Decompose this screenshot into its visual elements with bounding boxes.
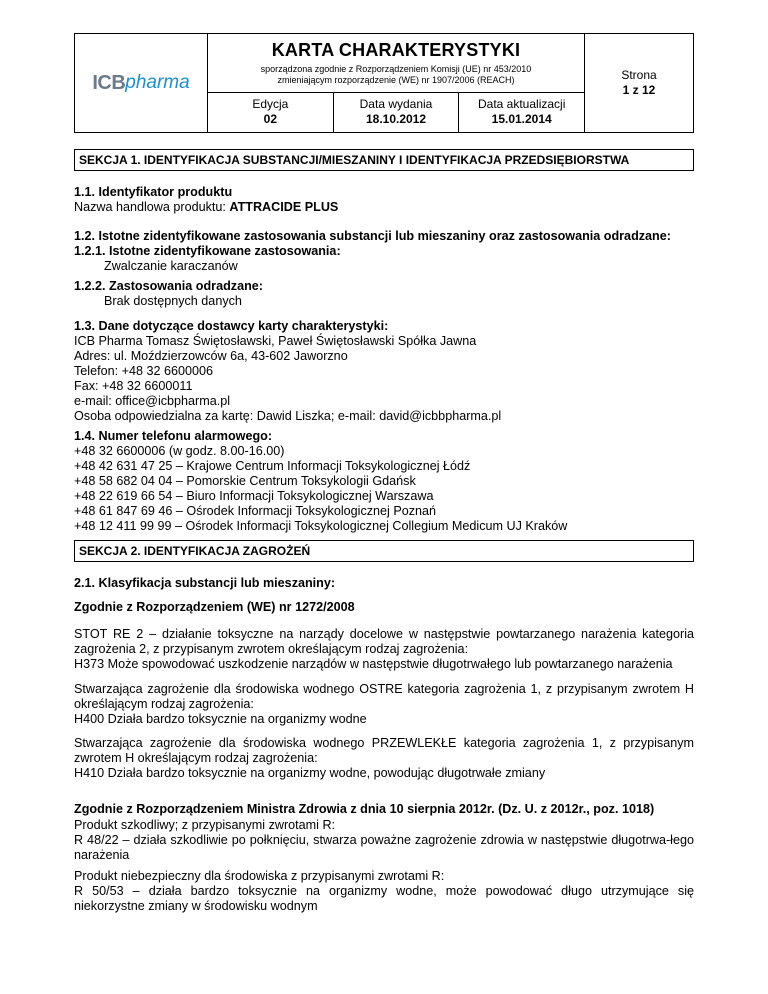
supplier-line: e-mail: office@icbpharma.pl (74, 394, 231, 408)
issue-date-label: Data wydania (359, 97, 433, 111)
s122-value: Brak dostępnych danych (104, 294, 242, 308)
s11-title: 1.1. Identyfikator produktu (74, 185, 233, 199)
emergency-line: +48 32 6600006 (w godz. 8.00-16.00) (74, 444, 285, 458)
header-middle (208, 34, 585, 132)
emergency-line: +48 42 631 47 25 – Krajowe Centrum Informacji Toksykologicznej Łódź (74, 459, 471, 473)
document-title: KARTA CHARAKTERYSTYKI (271, 40, 521, 60)
p2-hstatement: H400 Działa bardzo toksycznie na organizmy wodne (74, 712, 367, 726)
product-name: ATTRACIDE PLUS (229, 200, 339, 214)
page-value: 1 z 12 (622, 83, 656, 97)
p4-rphrase: R 48/22 – działa szkodliwie po połknięciu, stwarza poważne zagrożenie zdrowia w następstwie długotrwa-łego narażenia (74, 833, 694, 862)
supplier-line: ICB Pharma Tomasz Świętosławski, Paweł Świętosławski Spółka Jawna (74, 334, 477, 348)
hazard-paragraph-1 (74, 627, 694, 672)
section-2-heading: SEKCJA 2. IDENTYFIKACJA ZAGROŻEŃ (74, 540, 694, 562)
hazard-paragraph-3 (74, 736, 694, 781)
reg2-title: Zgodnie z Rozporządzeniem Ministra Zdrowia z dnia 10 sierpnia 2012r. (Dz. U. z 2012r., poz. 1018) (74, 802, 655, 816)
emergency-line: +48 61 847 69 46 – Ośrodek Informacji Toksykologicznej Poznań (74, 504, 437, 518)
supplier-line: Fax: +48 32 6600011 (74, 379, 193, 393)
s11-label: Nazwa handlowa produktu: (74, 200, 230, 214)
logo-text-pharma: pharma (125, 72, 190, 93)
issue-date-value: 18.10.2012 (365, 112, 427, 126)
reg1-title: Zgodnie z Rozporządzeniem (WE) nr 1272/2008 (74, 600, 355, 614)
s11-line (74, 200, 694, 215)
logo-text-icb: ICB (92, 71, 126, 94)
section-1-1 (74, 185, 694, 215)
section-1-3 (74, 319, 694, 424)
emergency-line: +48 12 411 99 99 – Ośrodek Informacji Toksykologicznej Collegium Medicum UJ Kraków (74, 519, 568, 533)
s121-title: 1.2.1. Istotne zidentyfikowane zastosowania: (74, 244, 341, 258)
s14-title: 1.4. Numer telefonu alarmowego: (74, 429, 273, 443)
regulation-1-title (74, 600, 694, 615)
section-1-2-2 (74, 279, 694, 309)
header-meta-row (208, 93, 584, 132)
edition-cell (208, 93, 333, 132)
p3-text: Stwarzająca zagrożenie dla środowiska wodnego PRZEWLEKŁE kategoria zagrożenia 1, z przypisanym zwrotem H określającym rodzaj zagrożenia: (74, 736, 694, 765)
supplier-line: Adres: ul. Moździerzowców 6a, 43-602 Jaworzno (74, 349, 348, 363)
hazard-paragraph-5 (74, 869, 694, 914)
section-1-heading: SEKCJA 1. IDENTYFIKACJA SUBSTANCJI/MIESZANINY I IDENTYFIKACJA PRZEDSIĘBIORSTWA (74, 149, 694, 171)
p4-text: Produkt szkodliwy; z przypisanymi zwrotami R: (74, 818, 336, 832)
document-subtitle-1: sporządzona zgodnie z Rozporządzeniem Komisji (UE) nr 453/2010 (260, 64, 532, 74)
header-title-block (208, 34, 584, 93)
edition-label: Edycja (252, 97, 289, 111)
section-1-2 (74, 229, 694, 274)
s21-title: 2.1. Klasyfikacja substancji lub mieszaniny: (74, 576, 336, 590)
section-2-1-title (74, 576, 694, 591)
emergency-line: +48 22 619 66 54 – Biuro Informacji Toksykologicznej Warszawa (74, 489, 434, 503)
s121-value: Zwalczanie karaczanów (104, 259, 238, 273)
hazard-paragraph-4 (74, 818, 694, 863)
emergency-line: +48 58 682 04 04 – Pomorskie Centrum Toksykologii Gdańsk (74, 474, 416, 488)
company-logo (92, 72, 189, 95)
s13-title: 1.3. Dane dotyczące dostawcy karty charakterystyki: (74, 319, 389, 333)
edition-value: 02 (263, 112, 278, 126)
document-header (74, 33, 694, 133)
supplier-line: Osoba odpowiedzialna za kartę: Dawid Liszka; e-mail: david@icbbpharma.pl (74, 409, 502, 423)
p5-rphrase: R 50/53 – działa bardzo toksycznie na organizmy wodne, może powodować długo utrzymujące się niekorzystne zmiany w środowisku wodnym (74, 884, 694, 913)
s122-title: 1.2.2. Zastosowania odradzane: (74, 279, 263, 293)
page-number-cell (585, 34, 693, 132)
supplier-line: Telefon: +48 32 6600006 (74, 364, 214, 378)
document-subtitle-2: zmieniającym rozporządzenie (WE) nr 1907/2006 (REACH) (277, 75, 515, 85)
p1-hstatement: H373 Może spowodować uszkodzenie narządów w następstwie długotrwałego lub powtarzanego narażenia (74, 657, 673, 671)
p2-text: Stwarzająca zagrożenie dla środowiska wodnego OSTRE kategoria zagrożenia 1, z przypisanym zwrotem H określającym rodzaj zagrożenia: (74, 682, 694, 711)
p5-text: Produkt niebezpieczny dla środowiska z przypisanymi zwrotami R: (74, 869, 445, 883)
section-1-4 (74, 429, 694, 534)
logo-cell (75, 34, 208, 132)
p1-text: STOT RE 2 – działanie toksyczne na narządy docelowe w następstwie powtarzanego narażenia kategoria zagrożenia 2, z przypisanym zwrotem określającym rodzaj zagrożenia: (74, 627, 694, 656)
update-date-label: Data aktualizacji (477, 97, 566, 111)
hazard-paragraph-2 (74, 682, 694, 727)
s12-title: 1.2. Istotne zidentyfikowane zastosowania substancji lub mieszaniny oraz zastosowania odradzane: (74, 229, 671, 243)
regulation-2-title (74, 802, 694, 817)
issue-date-cell (333, 93, 459, 132)
p3-hstatement: H410 Działa bardzo toksycznie na organizmy wodne, powodując długotrwałe zmiany (74, 766, 546, 780)
update-date-value: 15.01.2014 (491, 112, 552, 126)
update-date-cell (458, 93, 584, 132)
page-label: Strona (621, 68, 657, 82)
